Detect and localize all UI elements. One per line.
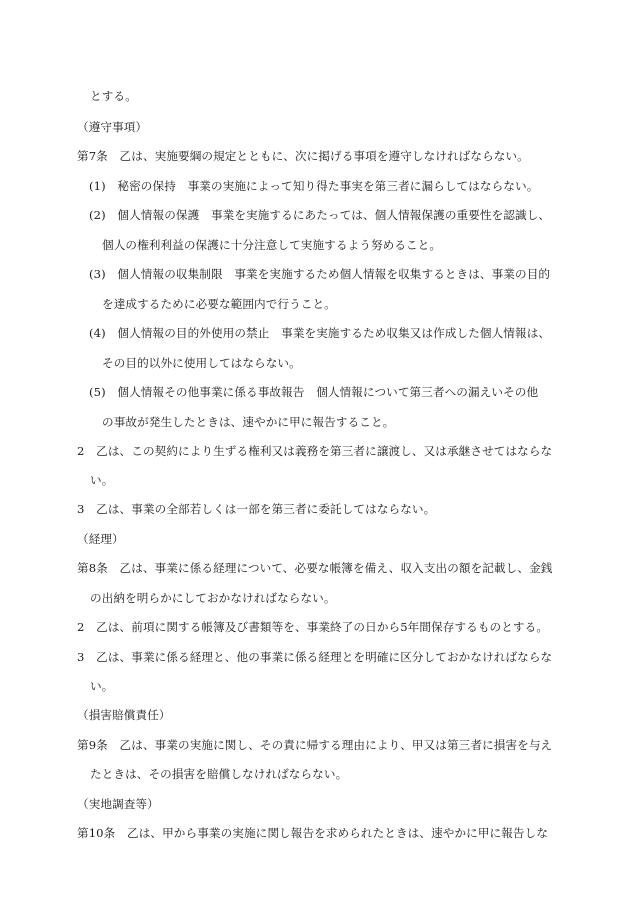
item-1-line: (1) 秘密の保持 事業の実施によって知り得た事実を第三者に漏らしてはならない。 [89, 179, 539, 193]
article-8-line: 第8条 乙は、事業に係る経理について、必要な帳簿を備え、収入支出の額を記載し、金銭 [77, 561, 553, 575]
article-10-line: 第10条 乙は、甲から事業の実施に関し報告を求められたときは、速やかに甲に報告しな [77, 826, 549, 840]
clause-3-line: 3 乙は、事業の全部若しくは一部を第三者に委託してはならない。 [77, 502, 436, 516]
article-8-continuation: の出納を明らかにしておかなければならない。 [90, 591, 336, 605]
item-5-continuation: の事故が発生したときは、速やかに甲に報告すること。 [102, 415, 395, 429]
clause-3-line: 3 乙は、事業に係る経理と、他の事業に係る経理とを明確に区分しておかなければならな [77, 650, 553, 664]
item-2-line: (2) 個人情報の保護 事業を実施するにあたっては、個人情報保護の重要性を認識し、 [89, 208, 551, 222]
item-4-continuation: その目的以外に使用してはならない。 [102, 356, 301, 370]
clause-2-line: 2 乙は、この契約により生ずる権利又は義務を第三者に譲渡し、又は承継させてはならな [77, 444, 553, 458]
section-heading: （実地調査等） [77, 797, 159, 811]
clause-2-continuation: い。 [90, 473, 114, 487]
clause-3-continuation: い。 [90, 679, 114, 693]
section-heading: （損害賠償責任） [77, 708, 171, 722]
section-heading: （遵守事項） [77, 120, 148, 134]
item-2-continuation: 個人の権利利益の保護に十分注意して実施するよう努めること。 [102, 238, 442, 252]
section-heading: （経理） [77, 532, 124, 546]
item-5-line: (5) 個人情報その他事業に係る事故報告 個人情報について第三者への漏えいその他 [89, 385, 539, 399]
clause-2-line: 2 乙は、前項に関する帳簿及び書類等を、事業終了の日から5年間保存するものとする。 [77, 620, 549, 634]
article-7-line: 第7条 乙は、実施要綱の規定とともに、次に掲げる事項を遵守しなければならない。 [77, 149, 529, 163]
text-line: とする。 [90, 89, 137, 103]
item-3-continuation: を達成するために必要な範囲内で行うこと。 [102, 297, 336, 311]
item-4-line: (4) 個人情報の目的外使用の禁止 事業を実施するため収集又は作成した個人情報は、 [89, 326, 551, 340]
article-9-line: 第9条 乙は、事業の実施に関し、その責に帰する理由により、甲又は第三者に損害を与え [77, 738, 553, 752]
item-3-line: (3) 個人情報の収集制限 事業を実施するため個人情報を収集するときは、事業の目的 [89, 267, 551, 281]
article-9-continuation: たときは、その損害を賠償しなければならない。 [90, 767, 348, 781]
